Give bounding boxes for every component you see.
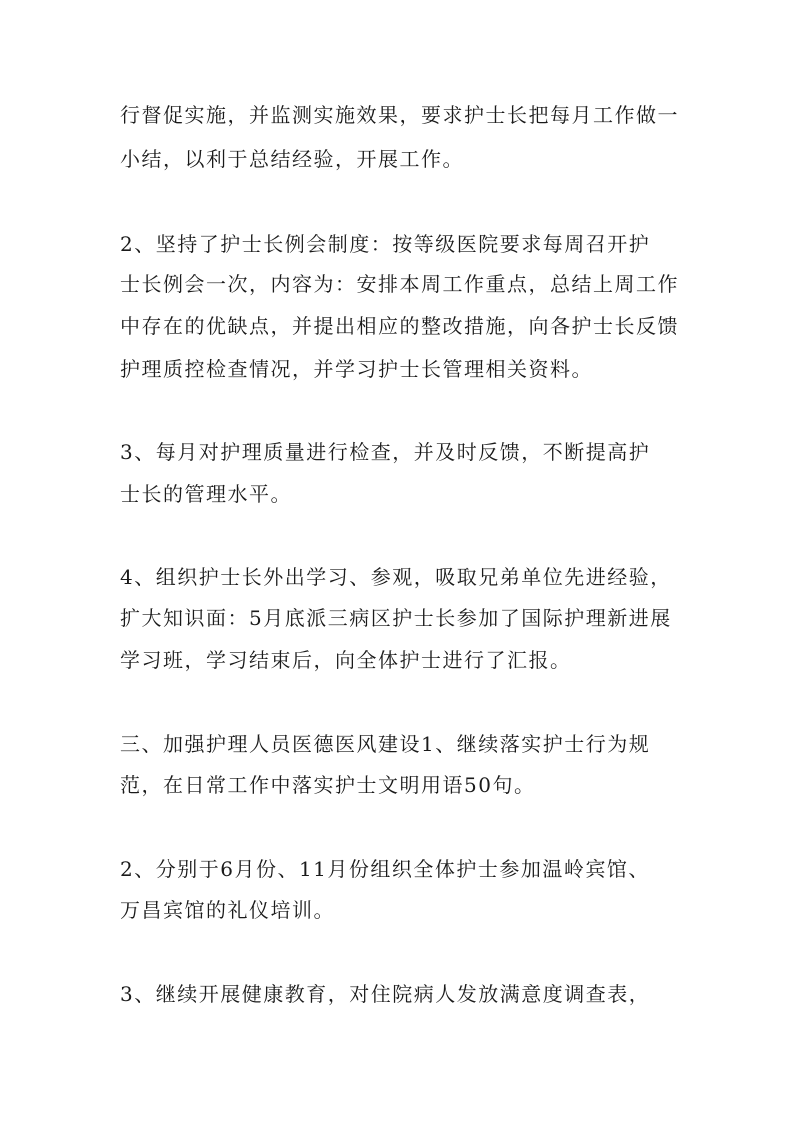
text-line: 3、每月对护理质量进行检查，并及时反馈，不断提高护 [120, 440, 651, 464]
text-line: 万昌宾馆的礼仪培训。 [120, 898, 335, 922]
text-line: 中存在的优缺点，并提出相应的整改措施，向各护士长反馈 [120, 314, 679, 338]
text-line: 行督促实施，并监测实施效果，要求护士长把每月工作做一 [120, 103, 679, 127]
text-line: 小结，以利于总结经验，开展工作。 [120, 147, 464, 171]
text-line: 学习班，学习结束后，向全体护士进行了汇报。 [120, 648, 572, 672]
text-line: 三、加强护理人员医德医风建设1、继续落实护士行为规 [120, 732, 651, 756]
text-line: 2、分别于6月份、11月份组织全体护士参加温岭宾馆、 [120, 857, 650, 881]
text-line: 士长例会一次，内容为：安排本周工作重点，总结上周工作 [120, 272, 679, 296]
text-line: 4、组织护士长外出学习、参观，吸取兄弟单位先进经验， [120, 565, 672, 589]
text-line: 范，在日常工作中落实护士文明用语50句。 [120, 773, 536, 797]
text-line: 扩大知识面：5月底派三病区护士长参加了国际护理新进展 [120, 606, 672, 630]
text-line: 护理质控检查情况，并学习护士长管理相关资料。 [120, 357, 593, 381]
text-line: 士长的管理水平。 [120, 482, 292, 506]
text-line: 2、坚持了护士长例会制度：按等级医院要求每周召开护 [120, 232, 651, 256]
text-line: 3、继续开展健康教育，对住院病人发放满意度调查表， [120, 982, 651, 1006]
